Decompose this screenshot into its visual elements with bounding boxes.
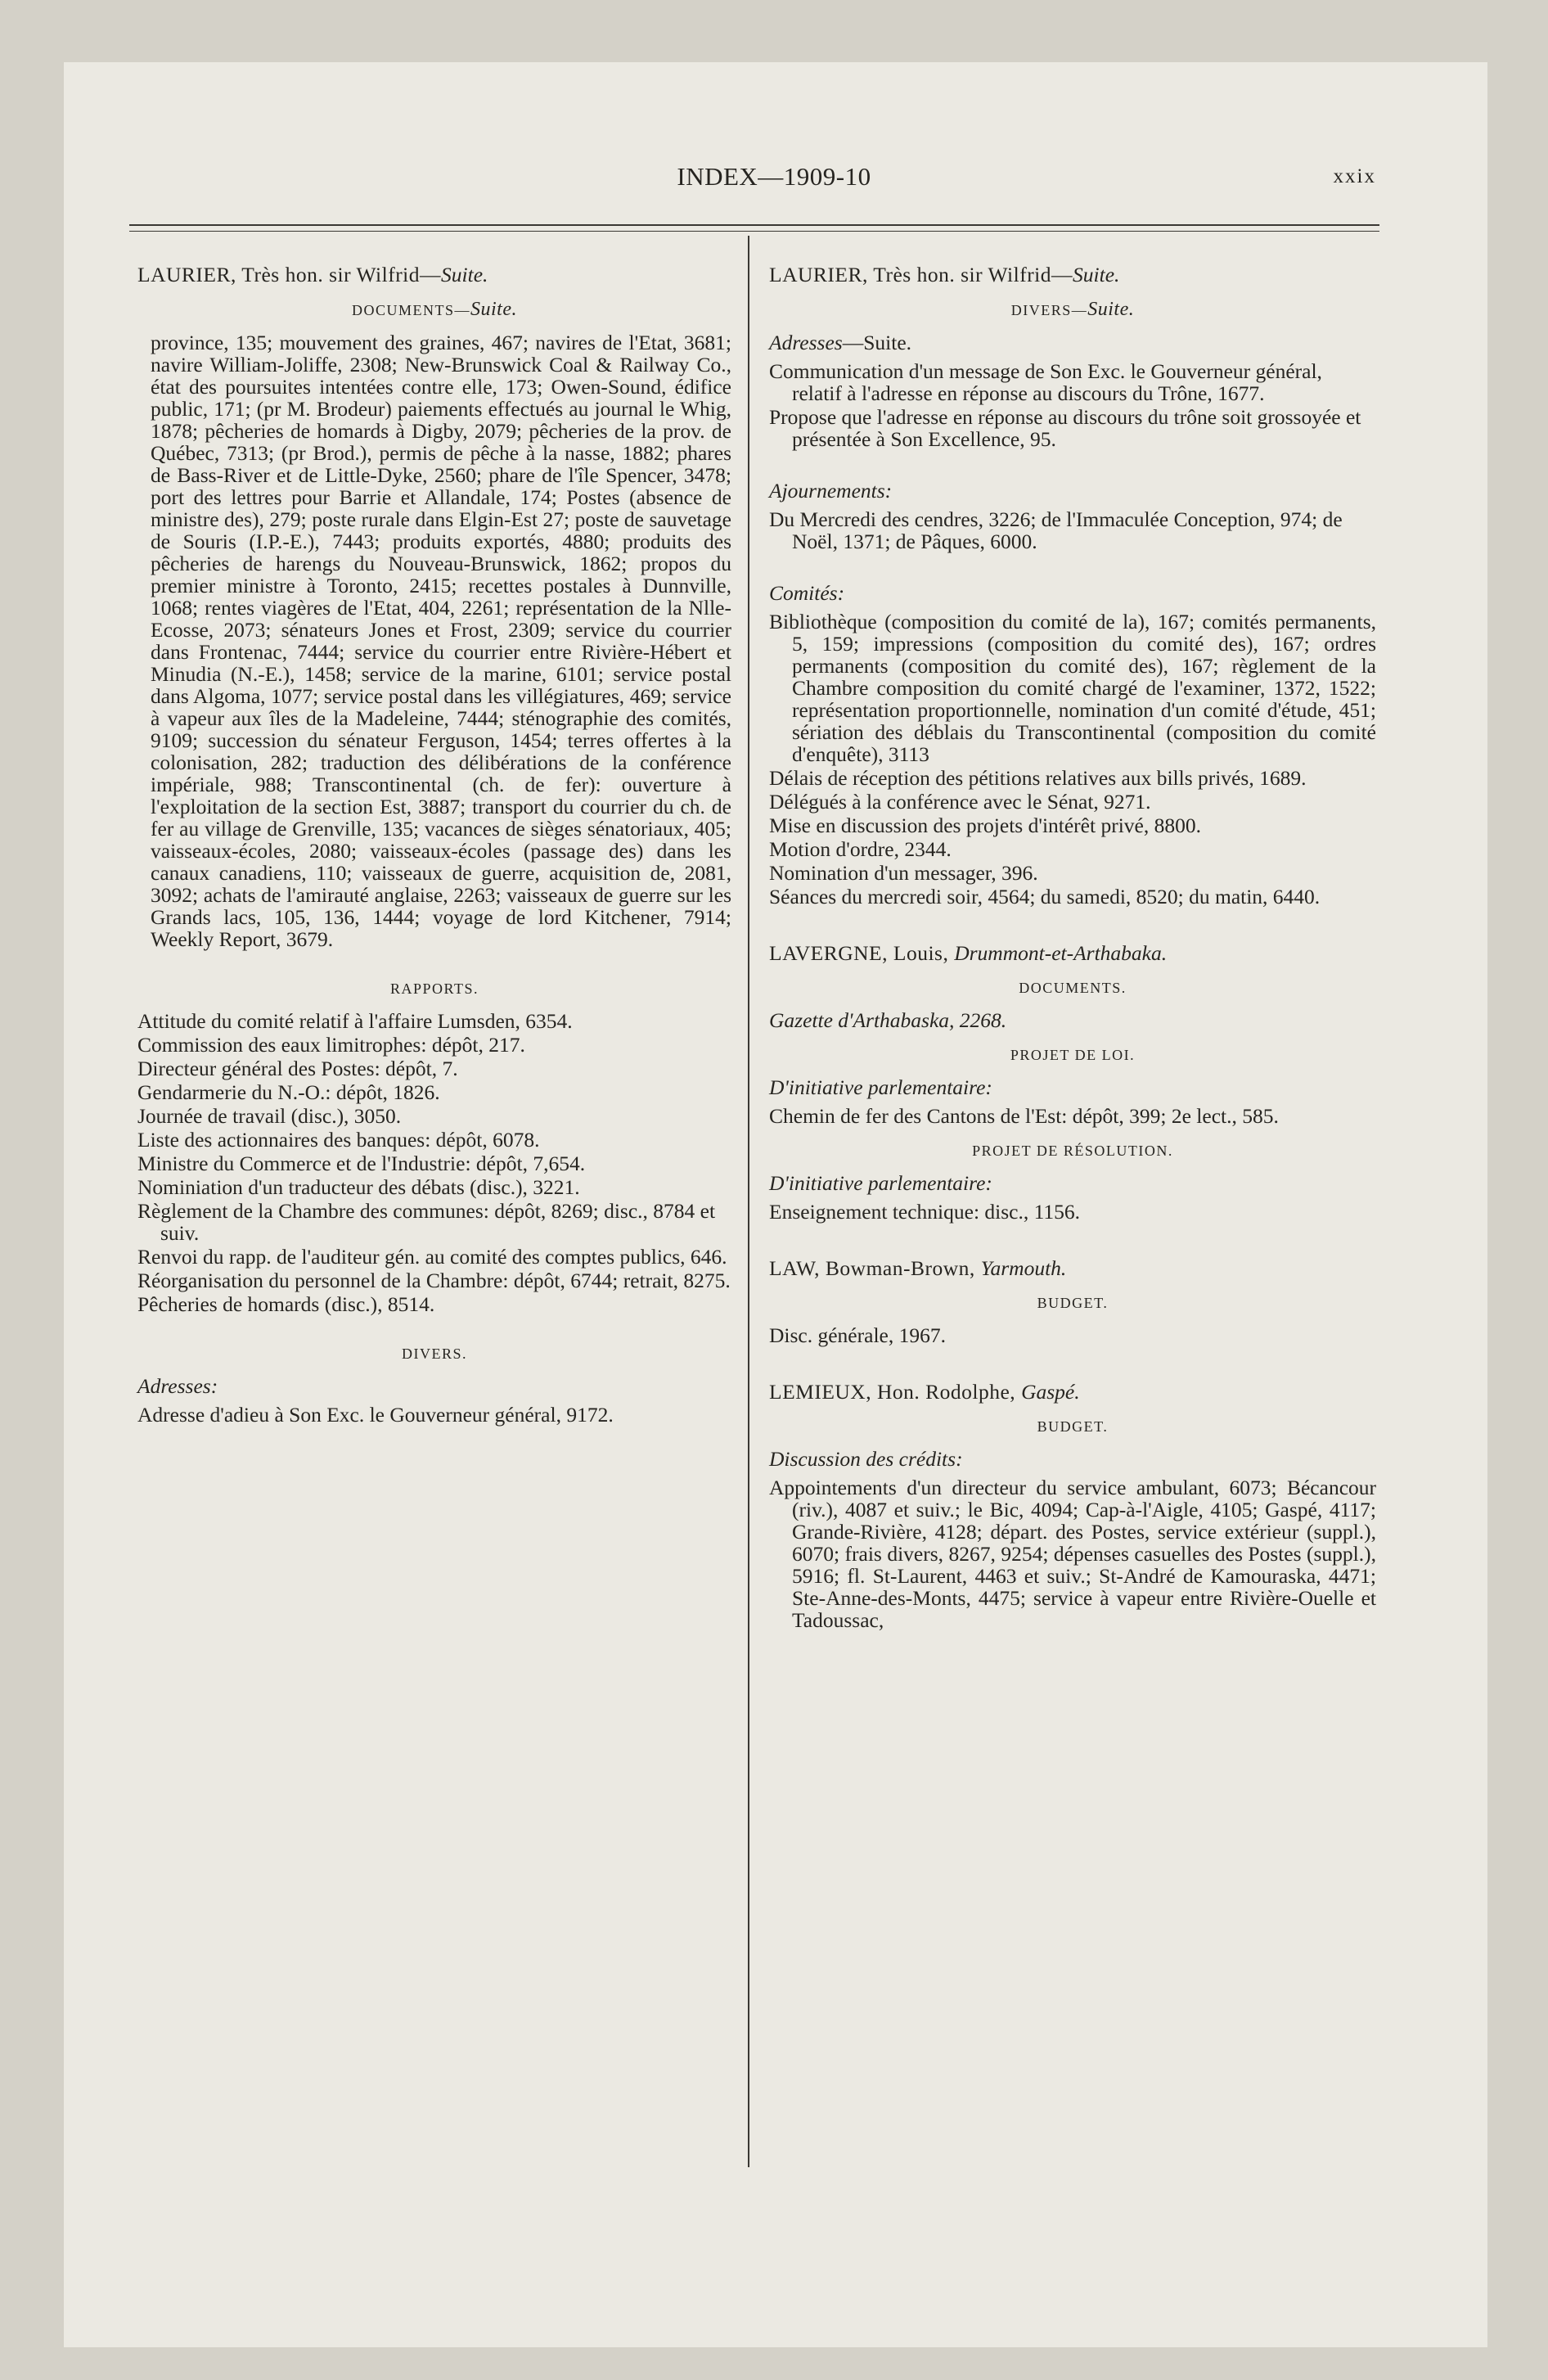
comite-item: Motion d'ordre, 2344. [769,837,952,861]
comite-item: Mise en discussion des projets d'intérêt privé, 8800. [769,814,1201,837]
rapport-item: Gendarmerie du N.-O.: dépôt, 1826. [137,1080,440,1104]
subheading-adresses: Adresses: [137,1374,218,1398]
entry-heading-laurier [137,264,731,286]
documents-paragraph: province, 135; mouvement des graines, 467; navires de l'Etat, 3681; navire William-Joliffe, 2308; New-Brunswick Coal & Railway Co., état des poursuites intentées contre elle, 173; Owen-Sound, édifice public, 171; (pr M. Brodeur) paiements effectués au journal le Whig, 1878; pêcheries de homards à Digby, 2079; pêcheries de la prov. de Québec, 7313; (pr Brod.), permis de pêche à la nasse, 1882; phares de Bass-River et de Little-Dyke, 2560; phare de l'île Spencer, 3478; port des lettres pour Barrie et Allandale, 174; Postes (absence de ministre des), 279; poste rurale dans Elgin-Est 27; poste de sauvetage de Souris (I.P.-E.), 7443; produits exportés, 4880; produits des pêcheries de harengs du Nouveau-Brunswick, 1862; propos du premier ministre à Toronto, 2415; recettes postales à Dunnville, 1068; rentes viagères de l'Etat, 404, 2261; représentation de la Nlle-Ecosse, 2073; sénateurs Jones et Frost, 2309; service du courrier dans Frontenac, 7444; service du courrier entre Rivière-Hébert et Minudia (N.-E.), 1458; service de la marine, 6101; service postal dans Algoma, 1077; service postal dans les villégiatures, 469; service à vapeur aux îles de la Madeleine, 7444; sténographie des comités, 9109; succession du sénateur Ferguson, 1454; terres offertes à la colonisation, 282; traduction des délibérations de la conférence impériale, 988; Transcontinental (ch. de fer): ouverture à l'exploitation de la section Est, 3887; transport du courrier du ch. de fer au village de Grenville, 135; vacances de sièges sénatoriaux, 405; vaisseaux-écoles, 2080; vaisseaux-écoles (passage des) dans les canaux canadiens, 110; vaisseaux de guerre, acquisition de, 2081, 3092; achats de l'amirauté anglaise, 2263; vaisseaux de guerre sur les Grands lacs, 105, 136, 1444; voyage de lord Kitchener, 7914; Weekly Report, 3679. [151,331,731,951]
comite-item: Bibliothèque (composition du comité de la), 167; comités permanents, 5, 159; impressions (composition du comité des), 167; ordres permanents (composition du comité des), 167; règlement de la Chambre composition du comité chargé de l'examiner, 1372, 1522; représentation proportionnelle, nomination d'un comité d'étude, 451; sériation des déblais du Transcontinental (composition du comité d'enquête), 3113 [769,610,1376,766]
rapport-item: Journée de travail (disc.), 3050. [137,1104,402,1128]
entry-heading-laurier-suite [769,264,1376,286]
entry-suite: Suite. [441,263,488,286]
running-head [0,0,1548,246]
comite-item: Délégués à la conférence avec le Sénat, 9271. [769,790,1151,814]
rapport-item: Renvoi du rapp. de l'auditeur gén. au comité des comptes publics, 646. [137,1245,727,1269]
section-heading-documents: DOCUMENTS—Suite. [351,299,517,320]
rapport-item: Attitude du comité relatif à l'affaire Lumsden, 6354. [137,1009,573,1033]
entry-name: LAURIER, Très hon. sir Wilfrid— [769,263,1073,286]
rapport-item: Pêcheries de homards (disc.), 8514. [137,1292,435,1316]
comite-item: Séances du mercredi soir, 4564; du samedi, 8520; du matin, 6440. [769,885,1321,908]
rapport-item: Directeur général des Postes: dépôt, 7. [137,1057,458,1080]
section-heading-divers-suite: DIVERS—Suite. [1010,299,1135,320]
column-divider [748,236,749,2167]
header-rule [129,224,1379,226]
section-heading-rapports: RAPPORTS. [390,980,479,997]
header-rule-thin [129,231,1379,232]
section-heading-divers: DIVERS. [401,1346,467,1362]
projet-loi-item: Chemin de fer des Cantons de l'Est: dépôt, 399; 2e lect., 585. [769,1104,1279,1128]
document-item: Gazette d'Arthabaska, 2268. [769,1008,1007,1032]
left-column [137,264,731,1427]
subheading-initiative: D'initiative parlementaire: [769,1171,992,1195]
entry-heading-lemieux: LEMIEUX, Hon. Rodolphe, Gaspé. [769,1380,1080,1404]
page-number: xxix [1333,165,1376,187]
entry-name: LAURIER, Très hon. sir Wilfrid— [137,263,442,286]
rapport-item: Réorganisation du personnel de la Chambre: dépôt, 6744; retrait, 8275. [137,1269,731,1292]
ajournement-item: Du Mercredi des cendres, 3226; de l'Immaculée Conception, 974; de Noël, 1371; de Pâques, 6000. [769,507,1343,553]
page-title: INDEX—1909-10 [677,162,871,191]
comite-item: Nomination d'un messager, 396. [769,861,1038,885]
adresse-item: Communication d'un message de Son Exc. le Gouverneur général, relatif à l'adresse en réponse au discours du Trône, 1677. [769,359,1322,405]
subheading-initiative: D'initiative parlementaire: [769,1075,992,1099]
rapport-item: Liste des actionnaires des banques: dépôt, 6078. [137,1128,540,1152]
subheading-adresses-suite: Adresses—Suite. [769,331,912,354]
rapport-item: Nominiation d'un traducteur des débats (disc.), 3221. [137,1175,580,1199]
budget-item: Disc. générale, 1967. [769,1323,946,1347]
projet-resolution-item: Enseignement technique: disc., 1156. [769,1200,1081,1224]
comite-item: Délais de réception des pétitions relatives aux bills privés, 1689. [769,766,1307,790]
subheading-credits: Discussion des crédits: [769,1447,963,1471]
adresse-item: Propose que l'adresse en réponse au discours du trône soit grossoyée et présentée à Son Excellence, 95. [769,405,1361,451]
adresse-item: Adresse d'adieu à Son Exc. le Gouverneur général, 9172. [137,1403,614,1427]
credits-item: Appointements d'un directeur du service ambulant, 6073; Bécancour (riv.), 4087 et suiv.; le Bic, 4094; Cap-à-l'Aigle, 4105; Gaspé, 4117; Grande-Rivière, 4128; départ. des Postes, service extérieur (suppl.), 6070; frais divers, 8267, 9254; dépenses casuelles des Postes (suppl.), 5916; fl. St-Laurent, 4463 et suiv.; St-André de Kamouraska, 4471; Ste-Anne-des-Monts, 4475; service à vapeur entre Rivière-Ouelle et Tadoussac, [769,1476,1376,1632]
subheading-comites: Comités: [769,581,845,605]
entry-suite: Suite. [1073,263,1120,286]
section-heading-budget: BUDGET. [1037,1295,1109,1311]
subheading-ajournements: Ajournements: [769,479,893,503]
entry-heading-law: LAW, Bowman-Brown, Yarmouth. [769,1256,1067,1280]
entry-heading-lavergne: LAVERGNE, Louis, Drummont-et-Arthabaka. [769,941,1168,965]
right-column [769,264,1376,1633]
rapport-item: Règlement de la Chambre des communes: dépôt, 8269; disc., 8784 et suiv. [137,1199,716,1245]
section-heading-projet-de-loi: PROJET DE LOI. [1010,1047,1136,1063]
section-heading-projet-de-resolution: PROJET DE RÉSOLUTION. [972,1143,1173,1159]
rapport-item: Ministre du Commerce et de l'Industrie: dépôt, 7,654. [137,1152,586,1175]
section-heading-documents: DOCUMENTS. [1019,980,1127,996]
rapport-item: Commission des eaux limitrophes: dépôt, 217. [137,1033,525,1057]
section-heading-budget: BUDGET. [1037,1418,1109,1435]
